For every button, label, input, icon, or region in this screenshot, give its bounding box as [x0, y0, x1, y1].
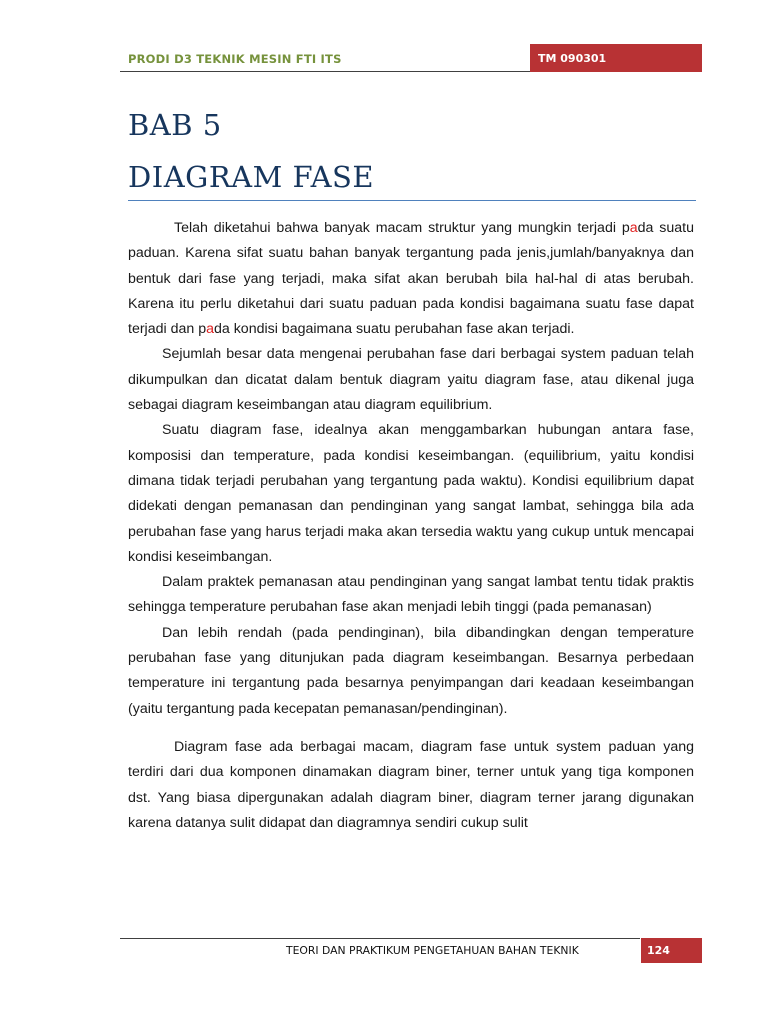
header-code-badge — [530, 44, 702, 72]
body-text — [128, 216, 694, 836]
paragraph-1-part-a: Telah diketahui bahwa banyak macam struktur yang mungkin terjadi p — [174, 220, 630, 236]
footer-title: TEORI DAN PRAKTIKUM PENGETAHUAN BAHAN TEKNIK — [286, 944, 579, 957]
header-code-label: TM 090301 — [538, 52, 607, 65]
paragraph-3: Suatu diagram fase, idealnya akan menggambarkan hubungan antara fase, komposisi dan temperature, pada kondisi keseimbangan. (equilibrium, yaitu kondisi dimana tidak terjadi perubahan yang tergantung pada waktu). Kondisi equilibrium dapat didekati dengan pemanasan dan pendinginan yang sangat lambat, sehingga bila ada perubahan fase yang harus terjadi maka akan tersedia waktu yang cukup untuk mencapai kondisi keseimbangan. — [128, 422, 694, 565]
paragraph-5: Dan lebih rendah (pada pendinginan), bila dibandingkan dengan temperature perubahan fase yang ditunjukan pada diagram keseimbangan. Besarnya perbedaan temperature ini tergantung pada besarnya penyimpangan dari keadaan keseimbangan (yaitu tergantung pada kecepatan pemanasan/pendinginan). — [128, 624, 694, 717]
paragraph-6: Diagram fase ada berbagai macam, diagram fase untuk system paduan yang terdiri dari dua komponen dinamakan diagram biner, terner untuk yang tiga komponen dst. Yang biasa dipergunakan adalah diagram biner, diagram terner jarang digunakan karena datanya sulit didapat dan diagramnya sendiri cukup sulit — [128, 738, 694, 831]
paragraph-1 — [128, 216, 694, 342]
chapter-number: BAB 5 — [128, 108, 222, 142]
paragraph-1-part-b: da suatu paduan. Karena sifat suatu bahan banyak tergantung pada jenis,jumlah/banyaknya dan bentuk dari fase yang terjadi, maka sifat akan berubah bila hal-hal di atas berubah. Karena itu perlu diketahui dari suatu paduan pada kondisi bagaimana suatu fase dapat terjadi dan p — [128, 220, 694, 338]
page-number: 124 — [647, 944, 670, 957]
highlighted-letter: a — [629, 220, 638, 236]
paragraph-1-part-c: da kondisi bagaimana suatu perubahan fase akan terjadi. — [213, 321, 575, 338]
paragraph-4: Dalam praktek pemanasan atau pendinginan yang sangat lambat tentu tidak praktis sehingga temperature perubahan fase akan menjadi lebih tinggi (pada pemanasan) — [128, 574, 694, 616]
header-rule — [120, 71, 530, 72]
page-number-badge — [641, 938, 702, 963]
chapter-title: DIAGRAM FASE — [128, 160, 375, 194]
highlighted-letter: a — [206, 321, 214, 338]
header-program-label: PRODI D3 TEKNIK MESIN FTI ITS — [128, 52, 342, 66]
title-rule — [128, 200, 696, 201]
footer-rule — [120, 938, 640, 939]
paragraph-2: Sejumlah besar data mengenai perubahan fase dari berbagai system paduan telah dikumpulkan dan dicatat dalam bentuk diagram yaitu diagram fase, atau dikenal juga sebagai diagram keseimbangan atau diagram equilibrium. — [128, 346, 694, 414]
